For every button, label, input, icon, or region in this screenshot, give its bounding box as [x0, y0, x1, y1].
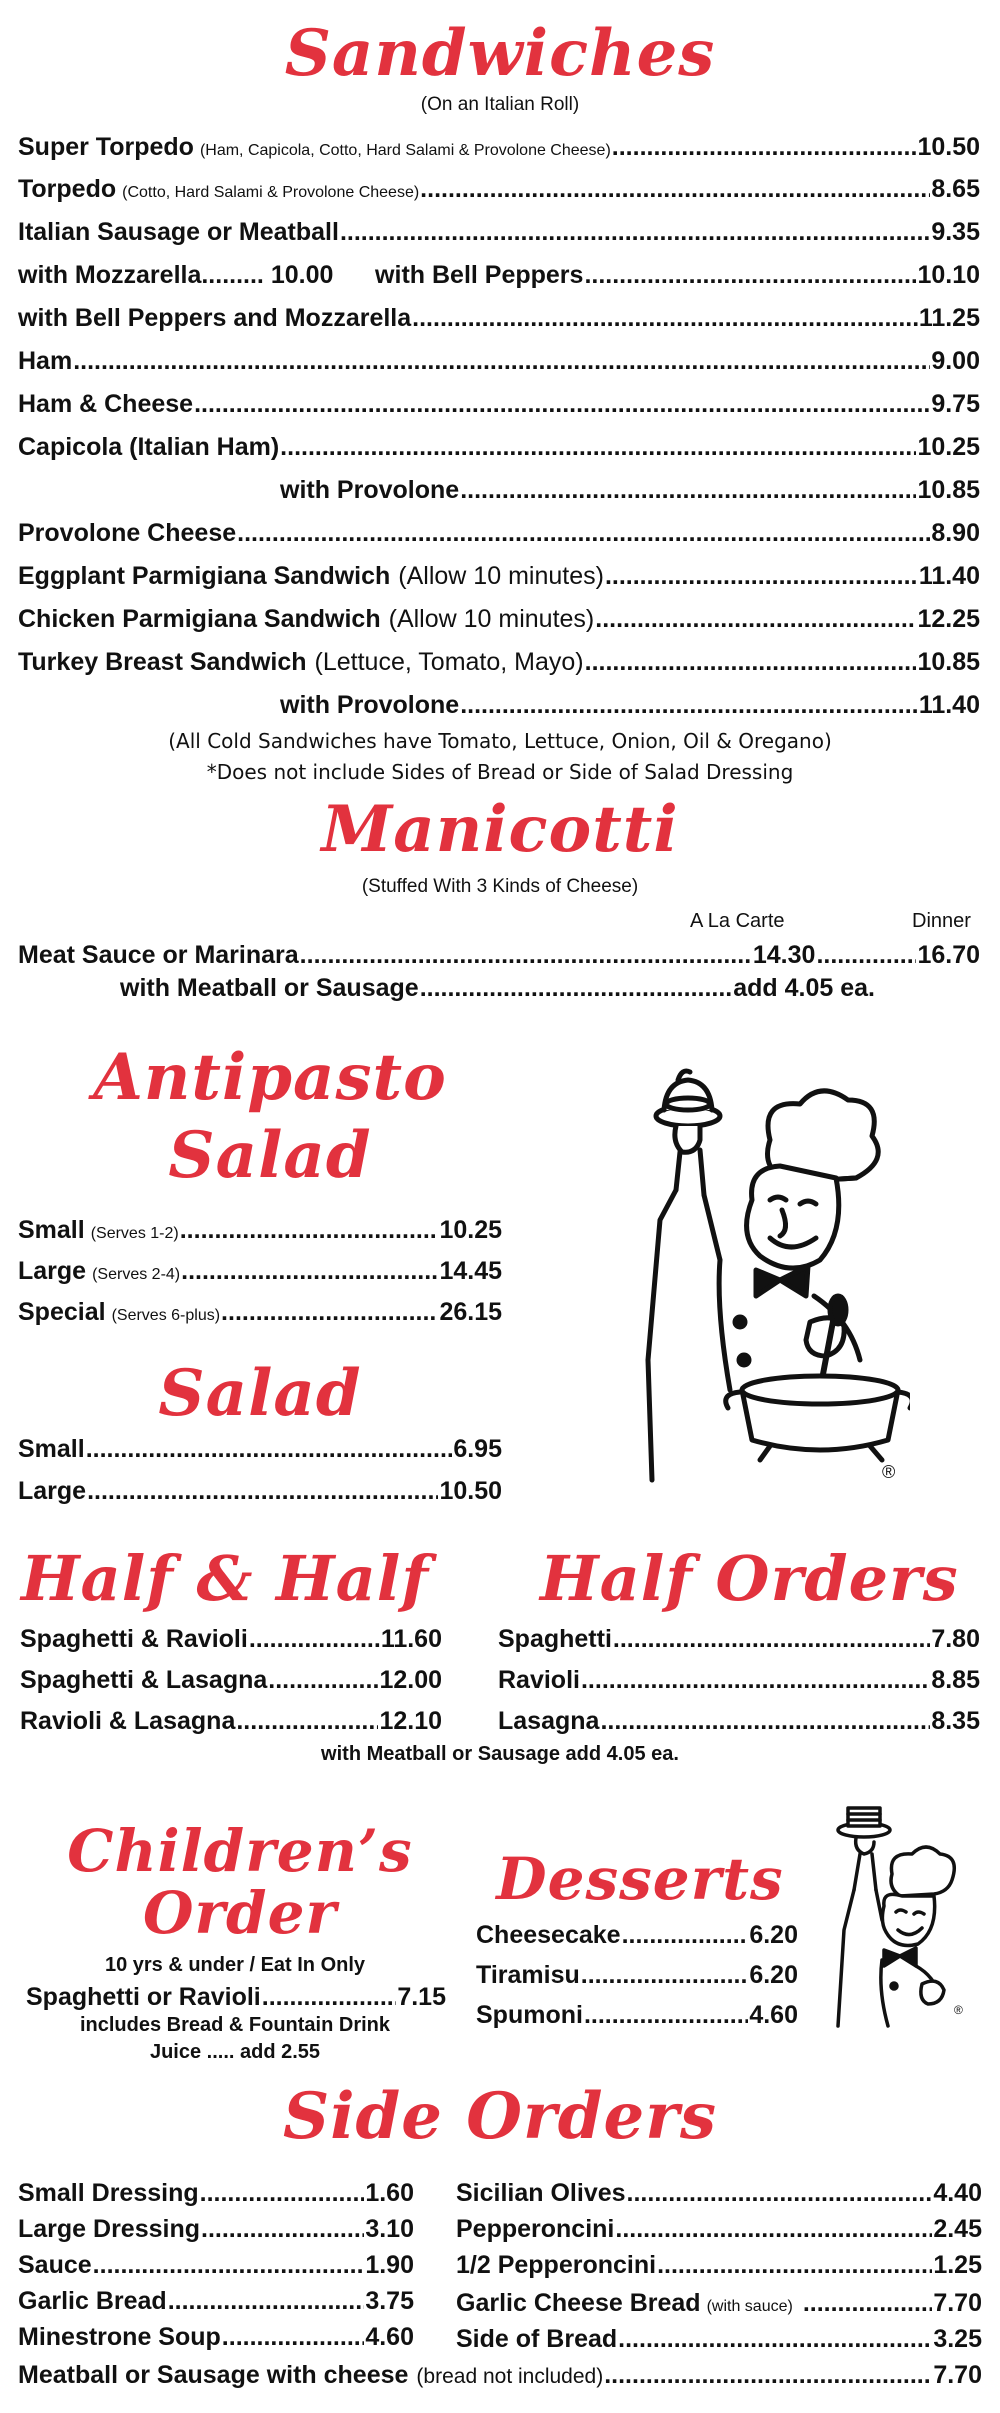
item-name: with Meatball or Sausage	[120, 974, 419, 1002]
item-name: Minestrone Soup	[18, 2323, 221, 2351]
item-name: Italian Sausage or Meatball	[18, 218, 339, 246]
item-price: 1.60	[365, 2179, 414, 2207]
item-name: Tiramisu	[476, 1961, 580, 1989]
item-price: 9.75	[931, 390, 980, 418]
item-detail: (Serves 1-2)	[90, 1225, 179, 1242]
item-price: 1.90	[365, 2251, 414, 2279]
item-price: 3.25	[933, 2325, 982, 2353]
childrens-title: Order	[142, 1879, 338, 1947]
item-name: Ham & Cheese	[18, 390, 194, 418]
item-price: 10.50	[439, 1477, 502, 1505]
menu-item	[18, 174, 980, 208]
item-name: Large Dressing	[18, 2215, 201, 2243]
menu-item	[18, 1297, 502, 1331]
menu-item	[20, 1624, 442, 1654]
childrens-note: includes Bread & Fountain Drink	[79, 2014, 391, 2036]
item-price: add 4.05 ea.	[733, 974, 875, 1002]
item-price: 4.40	[933, 2179, 982, 2207]
menu-item	[280, 690, 980, 720]
item-price: 4.60	[365, 2323, 414, 2351]
menu-item	[456, 2178, 982, 2208]
childrens-note: 10 yrs & under / Eat In Only	[104, 1954, 366, 1976]
menu-item	[18, 260, 980, 290]
item-price: 8.65	[931, 175, 980, 203]
item-price: 6.95	[453, 1435, 502, 1463]
menu-item	[456, 2324, 982, 2354]
menu-item	[18, 432, 980, 462]
menu-item	[18, 1215, 502, 1249]
column-header-dinner: Dinner	[912, 910, 971, 932]
item-name: Super Torpedo	[18, 133, 194, 161]
registered-mark: ®	[954, 2003, 963, 2017]
item-price: 10.10	[917, 261, 980, 289]
menu-item	[18, 1256, 502, 1290]
item-name: Side of Bread	[456, 2325, 618, 2353]
item-name: Small	[18, 1435, 85, 1463]
menu-item	[20, 1665, 442, 1695]
item-price: 4.60	[749, 2001, 798, 2029]
item-price: 10.25	[439, 1216, 502, 1244]
item-name: Spaghetti & Lasagna	[20, 1666, 268, 1694]
item-price: 26.15	[439, 1298, 502, 1326]
registered-mark: ®	[882, 1462, 896, 1482]
menu-item	[18, 604, 980, 634]
item-name: with Mozzarella......... 10.00 with Bell Peppers	[18, 261, 584, 289]
item-price: 12.00	[379, 1666, 442, 1694]
manicotti-subtitle: (Stuffed With 3 Kinds of Cheese)	[361, 876, 639, 897]
menu-item	[498, 1706, 980, 1736]
item-name: Spaghetti	[498, 1625, 612, 1653]
item-name: Ravioli & Lasagna	[20, 1707, 236, 1735]
item-name: Lasagna	[498, 1707, 600, 1735]
menu-item	[498, 1665, 980, 1695]
item-name: Meatball or Sausage with cheese	[18, 2361, 409, 2389]
menu-item	[18, 2178, 414, 2208]
item-price: 10.50	[917, 133, 980, 161]
item-name: Turkey Breast Sandwich	[18, 648, 307, 676]
side-orders-title: Side Orders	[283, 2079, 717, 2154]
item-price: 3.75	[365, 2287, 414, 2315]
desserts-title: Desserts	[496, 1845, 784, 1913]
item-name: Chicken Parmigiana Sandwich	[18, 605, 381, 633]
menu-item	[20, 1706, 442, 1736]
item-name: Small Dressing	[18, 2179, 199, 2207]
item-price: 8.35	[931, 1707, 980, 1735]
sandwiches-subtitle: (On an Italian Roll)	[420, 94, 580, 115]
item-price: 10.85	[917, 476, 980, 504]
menu-item	[456, 2250, 982, 2280]
item-name: Spumoni	[476, 2001, 583, 2029]
half-orders-note: with Meatball or Sausage add 4.05 ea.	[321, 1743, 679, 1765]
menu-item	[18, 2214, 414, 2244]
item-name: Eggplant Parmigiana Sandwich	[18, 562, 391, 590]
item-price: 7.70	[933, 2361, 982, 2389]
item-name: Large	[18, 1257, 87, 1285]
salad-title: Salad	[158, 1356, 362, 1431]
item-name: with Provolone	[280, 476, 460, 504]
item-price: 6.20	[749, 1921, 798, 1949]
item-price: 10.25	[917, 433, 980, 461]
item-name: Sicilian Olives	[456, 2179, 626, 2207]
item-price: 10.85	[917, 648, 980, 676]
item-price: 11.40	[918, 691, 980, 719]
item-name: Spaghetti or Ravioli	[26, 1983, 261, 2011]
antipasto-title: Salad	[168, 1118, 372, 1193]
menu-item	[18, 132, 980, 166]
item-name: with Bell Peppers and Mozzarella	[18, 304, 412, 332]
antipasto-title: Antipasto	[93, 1040, 447, 1115]
chef-mascot-icon	[620, 1060, 910, 1500]
item-price: 8.85	[931, 1666, 980, 1694]
item-name: Small	[18, 1216, 85, 1244]
item-price: 14.30	[752, 941, 816, 969]
menu-item	[26, 1982, 446, 2012]
menu-item	[280, 475, 980, 505]
menu-item	[456, 2214, 982, 2244]
childrens-title: Children’s	[67, 1817, 413, 1885]
item-detail: (Lettuce, Tomato, Mayo)	[314, 648, 584, 676]
item-name: Sauce	[18, 2251, 92, 2279]
item-price: 16.70	[917, 941, 980, 969]
sandwiches-note: (All Cold Sandwiches have Tomato, Lettuce, Onion, Oil & Oregano)	[168, 729, 832, 753]
childrens-note: Juice ..... add 2.55	[149, 2041, 321, 2063]
menu-item	[120, 973, 875, 1003]
menu-item	[18, 940, 980, 970]
item-detail: (Serves 2-4)	[92, 1266, 181, 1283]
item-detail: (Ham, Capicola, Cotto, Hard Salami & Provolone Cheese)	[199, 142, 611, 159]
menu-item	[18, 1434, 502, 1464]
item-price: 12.10	[379, 1707, 442, 1735]
item-detail: (Allow 10 minutes)	[388, 605, 595, 633]
item-name: Ham	[18, 347, 73, 375]
item-price: 12.25	[917, 605, 980, 633]
item-name: Garlic Cheese Bread	[456, 2289, 701, 2317]
menu-item	[18, 1476, 502, 1506]
item-price: 14.45	[439, 1257, 502, 1285]
item-price: 8.90	[931, 519, 980, 547]
item-name: Garlic Bread	[18, 2287, 167, 2315]
item-name: Spaghetti & Ravioli	[20, 1625, 248, 1653]
menu-item	[18, 561, 980, 591]
column-header-a-la-carte: A La Carte	[690, 910, 785, 932]
item-detail: (bread not included)	[416, 2365, 604, 2388]
item-name: Ravioli	[498, 1666, 580, 1694]
menu-item	[18, 518, 980, 548]
item-price: 7.15	[397, 1983, 446, 2011]
item-name: Pepperoncini	[456, 2215, 615, 2243]
menu-item	[476, 1920, 798, 1950]
item-name: Cheesecake	[476, 1921, 621, 1949]
menu-item	[18, 389, 980, 419]
menu-item	[18, 303, 980, 333]
item-name: Torpedo	[18, 175, 117, 203]
menu-item	[18, 2360, 982, 2392]
item-price: 9.00	[931, 347, 980, 375]
item-detail: (Cotto, Hard Salami & Provolone Cheese)	[122, 184, 420, 201]
manicotti-title: Manicotti	[321, 792, 679, 867]
item-name: Meat Sauce or Marinara	[18, 941, 299, 969]
sandwiches-title: Sandwiches	[284, 16, 716, 91]
item-price: 11.60	[380, 1625, 442, 1653]
chef-with-cake-icon	[818, 1800, 968, 2032]
item-price: 11.25	[918, 304, 980, 332]
item-price: 11.40	[918, 562, 980, 590]
half-orders-title: Half Orders	[540, 1542, 959, 1615]
item-price: 6.20	[749, 1961, 798, 1989]
item-price: 1.25	[933, 2251, 982, 2279]
item-name: Special	[18, 1298, 106, 1326]
item-price: 7.80	[931, 1625, 980, 1653]
item-price: 9.35	[931, 218, 980, 246]
menu-item	[476, 1960, 798, 1990]
item-price: 2.45	[933, 2215, 982, 2243]
item-price: 7.70	[933, 2289, 982, 2317]
item-detail: (Allow 10 minutes)	[398, 562, 604, 590]
menu-item	[18, 2250, 414, 2280]
half-half-title: Half & Half	[20, 1542, 430, 1615]
item-detail: (with sauce)	[706, 2298, 793, 2315]
menu-item	[18, 2286, 414, 2316]
item-name: 1/2 Pepperoncini	[456, 2251, 657, 2279]
menu-item	[18, 2322, 414, 2352]
menu-item	[476, 2000, 798, 2030]
item-name: with Provolone	[280, 691, 460, 719]
menu-item	[456, 2288, 982, 2322]
menu-item	[18, 647, 980, 677]
menu-item	[498, 1624, 980, 1654]
item-price: 3.10	[365, 2215, 414, 2243]
sandwiches-note: *Does not include Sides of Bread or Side of Salad Dressing	[206, 760, 794, 784]
item-name: Provolone Cheese	[18, 519, 237, 547]
item-name: Large	[18, 1477, 87, 1505]
item-detail: (Serves 6-plus)	[111, 1307, 221, 1324]
menu-item	[18, 346, 980, 376]
menu-item	[18, 217, 980, 247]
item-name: Capicola (Italian Ham)	[18, 433, 280, 461]
